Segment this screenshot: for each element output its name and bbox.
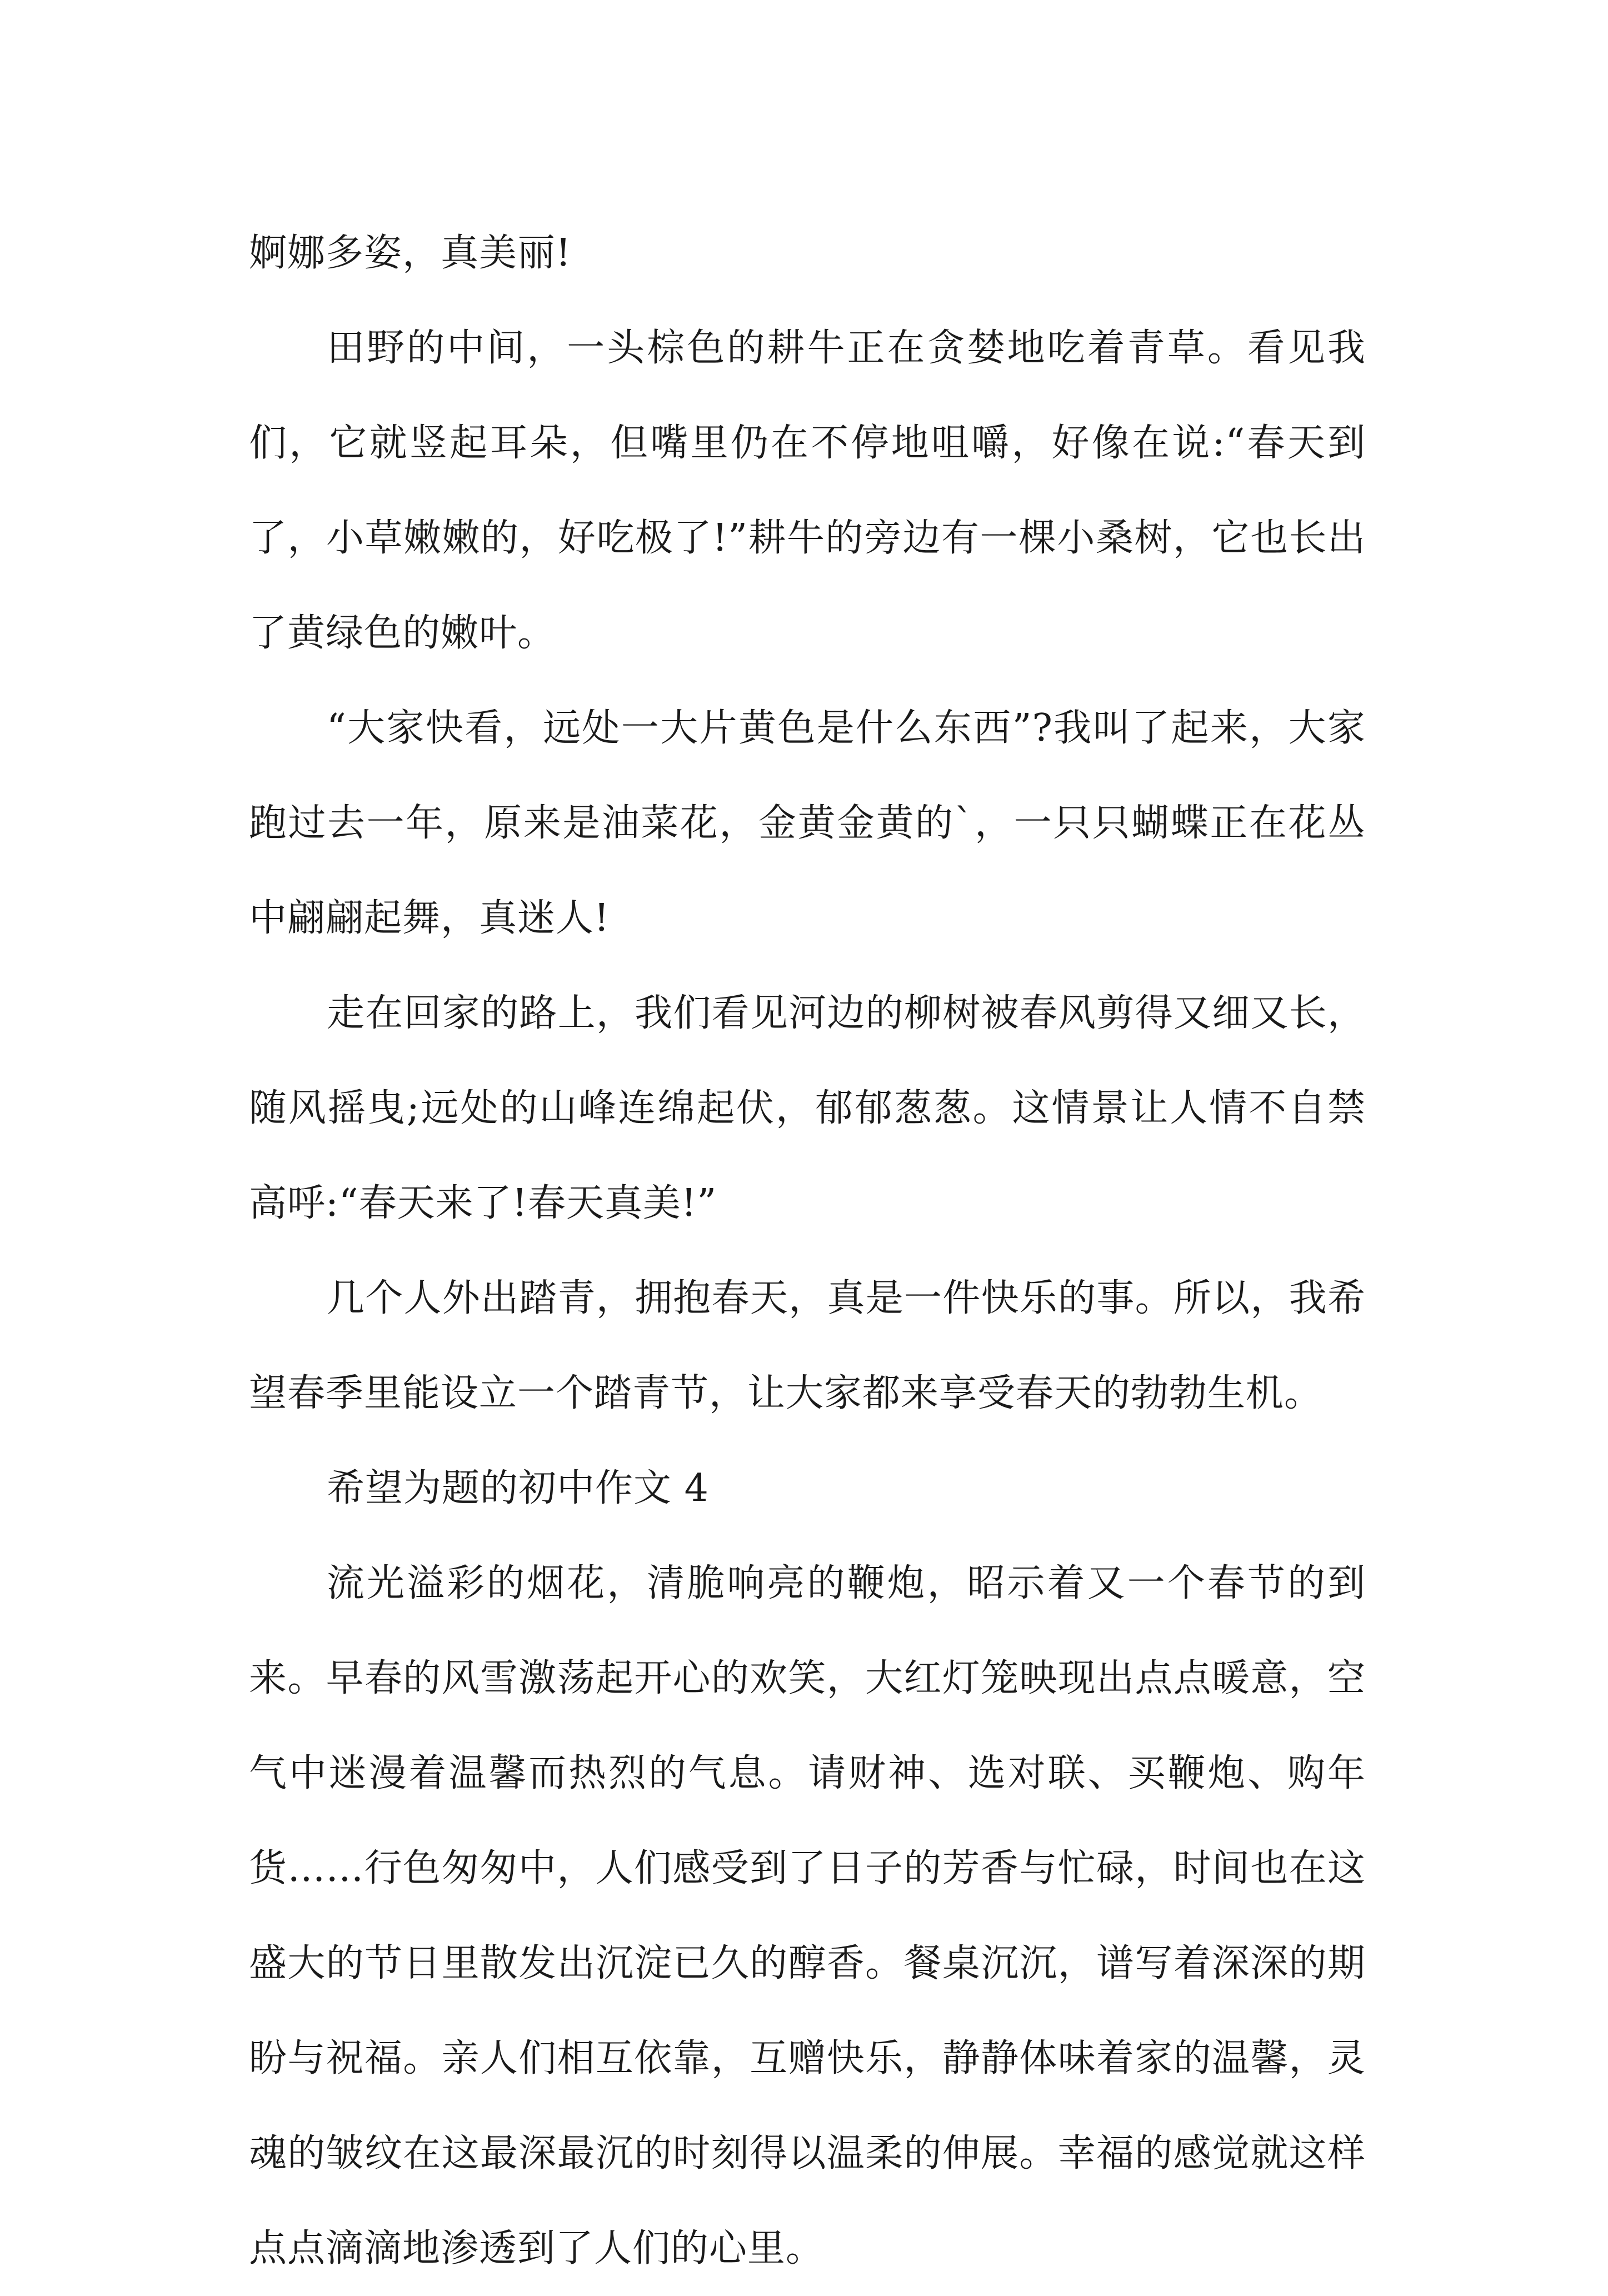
paragraph-way-home: 走在回家的路上，我们看见河边的柳树被春风剪得又细又长，随风摇曳;远处的山峰连绵起伏，郁郁葱葱。这情景让人情不自禁高呼:“春天来了!春天真美!” — [249, 991, 1366, 1225]
paragraph-continuation: 婀娜多姿，真美丽! — [249, 231, 572, 275]
paragraph-spring-outing: 几个人外出踏青，拥抱春天，真是一件快乐的事。所以，我希望春季里能设立一个踏青节，让大家都来享受春天的勃勃生机。 — [249, 1276, 1366, 1415]
paragraph-rapeseed-flowers: “大家快看，远处一大片黄色是什么东西”?我叫了起来，大家跑过去一年，原来是油菜花，金黄金黄的`，一只只蝴蝶正在花丛中翩翩起舞，真迷人! — [249, 706, 1366, 940]
paragraph-farm-ox: 田野的中间，一头棕色的耕牛正在贪婪地吃着青草。看见我们，它就竖起耳朵，但嘴里仍在不停地咀嚼，好像在说:“春天到了，小草嫩嫩的，好吃极了!”耕牛的旁边有一棵小桑树，它也长出了黄绿色的嫩叶。 — [249, 326, 1366, 655]
document-body — [249, 206, 1366, 2296]
essay-heading: 希望为题的初中作文 4 — [327, 1466, 709, 1510]
paragraph-spring-festival: 流光溢彩的烟花，清脆响亮的鞭炮，昭示着又一个春节的到来。早春的风雪激荡起开心的欢笑，大红灯笼映现出点点暖意，空气中迷漫着温馨而热烈的气息。请财神、选对联、买鞭炮、购年货……行色匆匆中，人们感受到了日子的芳香与忙碌，时间也在这盛大的节日里散发出沉淀已久的醇香。餐桌沉沉，谱写着深深的期盼与祝福。亲人们相互依靠，互赠快乐，静静体味着家的温馨，灵魂的皱纹在这最深最沉的时刻得以温柔的伸展。幸福的感觉就这样点点滴滴地渗透到了人们的心里。 — [249, 1561, 1366, 2270]
